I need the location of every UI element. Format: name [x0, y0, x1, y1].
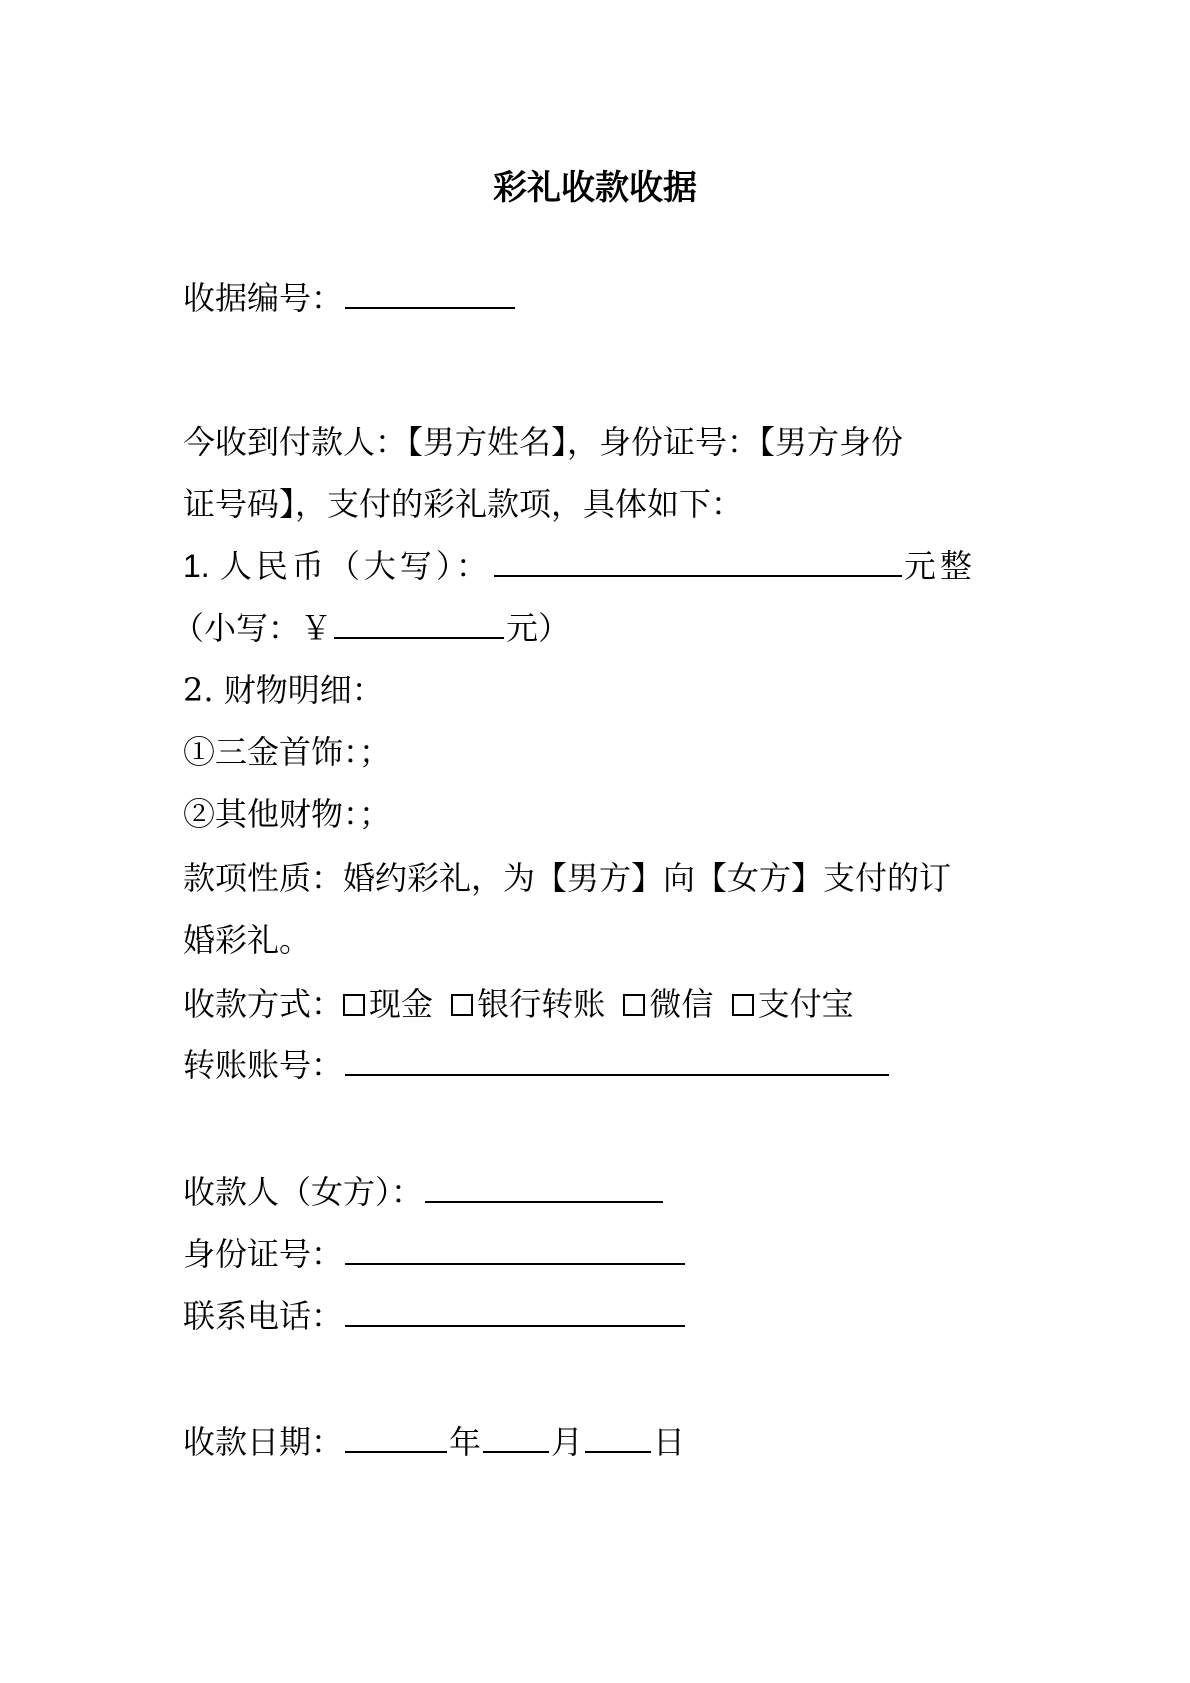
payment-option-wechat[interactable]: 微信 — [623, 985, 713, 1023]
receipt-number-label: 收据编号： — [183, 279, 344, 317]
amount-lowercase-suffix: 元） — [506, 609, 571, 647]
amount-uppercase-label: 人民币（大写）： — [219, 547, 492, 585]
amount-uppercase-suffix: 元整 — [903, 547, 976, 585]
receipt-number-field[interactable] — [345, 277, 515, 309]
payment-option-bank[interactable]: 银行转账 — [451, 985, 605, 1023]
item-1-number: 1. — [183, 548, 210, 584]
payment-method-label: 收款方式： — [183, 985, 344, 1023]
amount-uppercase-field[interactable] — [494, 545, 902, 577]
jewelry-item: ①三金首饰：； — [183, 733, 392, 771]
nature-line-1: 款项性质：婚约彩礼，为【男方】向【女方】支付的订 — [183, 859, 952, 897]
intro-line-2: 证号码】，支付的彩礼款项，具体如下： — [183, 485, 744, 523]
payee-name-row — [183, 1170, 1023, 1214]
amount-uppercase-row — [183, 544, 1023, 588]
date-label: 收款日期： — [183, 1423, 344, 1461]
payee-phone-field[interactable] — [345, 1295, 685, 1327]
payee-phone-row — [183, 1294, 1023, 1338]
payee-id-row — [183, 1232, 1023, 1276]
date-year-label: 年 — [449, 1423, 482, 1461]
date-year-field[interactable] — [345, 1421, 447, 1453]
intro-line-1: 今收到付款人：【男方姓名】，身份证号：【男方身份 — [183, 423, 904, 461]
payee-name-field[interactable] — [425, 1171, 663, 1203]
account-row — [183, 1043, 1023, 1087]
checkbox-icon[interactable] — [343, 994, 365, 1016]
date-day-label: 日 — [653, 1423, 686, 1461]
checkbox-icon[interactable] — [623, 994, 645, 1016]
payment-option-alipay[interactable]: 支付宝 — [732, 985, 854, 1023]
date-day-field[interactable] — [585, 1421, 651, 1453]
payment-option-cash[interactable]: 现金 — [343, 985, 433, 1023]
receipt-number-row — [183, 276, 1023, 320]
payment-method-row — [183, 982, 1023, 1026]
document-title: 彩礼收款收据 — [493, 168, 697, 208]
item-2-label: 2. 财物明细： — [183, 671, 384, 709]
date-month-field[interactable] — [483, 1421, 549, 1453]
amount-lowercase-row — [172, 606, 1012, 650]
payee-name-label: 收款人（女方）： — [183, 1173, 424, 1211]
other-property-item: ②其他财物：； — [183, 795, 392, 833]
nature-line-2: 婚彩礼。 — [183, 921, 312, 959]
payee-id-field[interactable] — [345, 1233, 685, 1265]
payee-id-label: 身份证号： — [183, 1235, 344, 1273]
checkbox-icon[interactable] — [732, 994, 754, 1016]
amount-lowercase-prefix: （小写：￥ — [172, 609, 333, 647]
account-field[interactable] — [345, 1044, 889, 1076]
checkbox-icon[interactable] — [451, 994, 473, 1016]
amount-lowercase-field[interactable] — [334, 607, 504, 639]
account-label: 转账账号： — [183, 1046, 344, 1084]
date-month-label: 月 — [551, 1423, 584, 1461]
date-row — [183, 1420, 1023, 1464]
payee-phone-label: 联系电话： — [183, 1297, 344, 1335]
